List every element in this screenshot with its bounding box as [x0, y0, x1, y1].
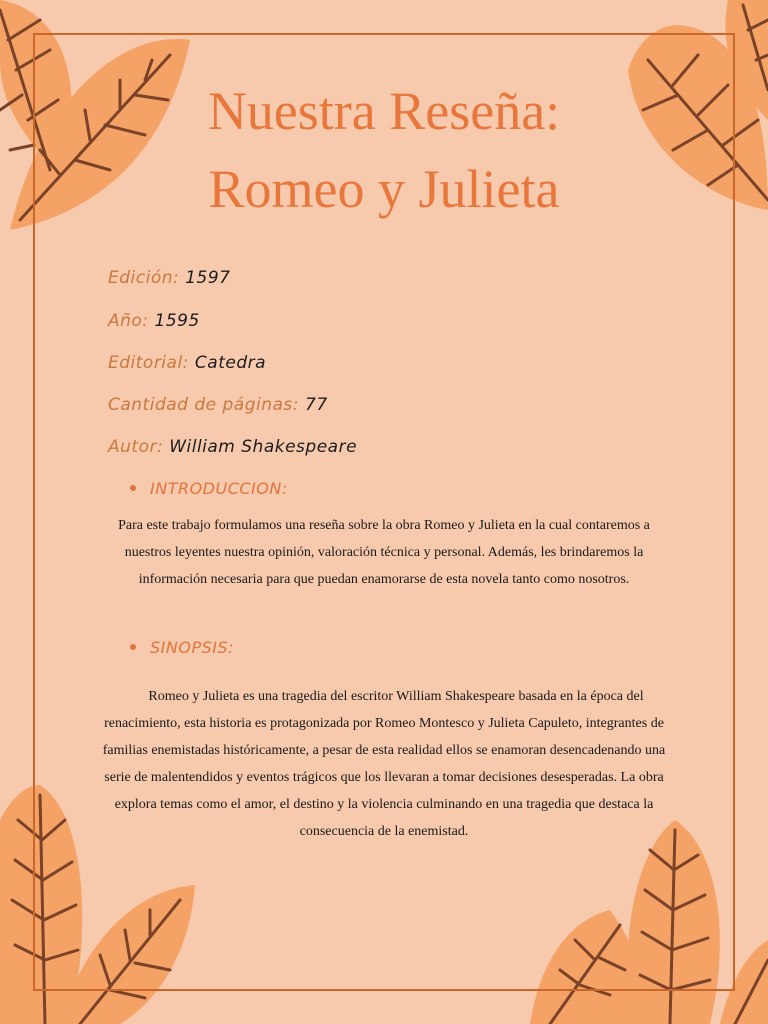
detail-year	[108, 311, 200, 331]
section-heading-introduccion	[130, 479, 288, 498]
title-line-2: Romeo y Julieta	[208, 159, 560, 219]
page-title	[0, 72, 768, 228]
section-heading-text: SINOPSIS:	[150, 638, 235, 657]
detail-value: Catedra	[194, 353, 267, 373]
detail-edition	[108, 268, 231, 288]
detail-label: Cantidad de páginas:	[108, 395, 300, 415]
section-heading-text: INTRODUCCION:	[150, 479, 288, 498]
detail-author	[108, 437, 357, 457]
detail-pages	[108, 395, 328, 415]
detail-label: Año:	[108, 311, 149, 331]
bullet-icon	[130, 485, 136, 491]
detail-label: Edición:	[108, 268, 180, 288]
introduccion-paragraph: Para este trabajo formulamos una reseña sobre la obra Romeo y Julieta en la cual contaremos a nuestros leyentes nuestra opinión, valoración técnica y personal. Además, les brindaremos la información necesaria para que puedan enamorarse de esta novela tanto como nosotros.	[118, 518, 650, 587]
detail-label: Autor:	[108, 437, 164, 457]
detail-value: 77	[305, 395, 328, 415]
detail-value: 1597	[185, 268, 231, 288]
detail-label: Editorial:	[108, 353, 189, 373]
title-line-1: Nuestra Reseña:	[207, 81, 561, 141]
detail-value: 1595	[154, 311, 200, 331]
sinopsis-paragraph: Romeo y Julieta es una tragedia del escritor William Shakespeare basada en la época del renacimiento, esta historia es protagonizada por Romeo Montesco y Julieta Capuleto, integrantes de familias enemistadas históricamente, a pesar de esta realidad ellos se enamoran desencadenando una serie de malentendidos y eventos trágicos que los llevaran a tomar decisiones desesperadas. La obra explora temas como el amor, el destino y la violencia culminando en una tragedia que destaca la consecuencia de la enemistad.	[102, 689, 666, 839]
section-heading-sinopsis	[130, 638, 234, 657]
bullet-icon	[130, 644, 136, 650]
detail-publisher	[108, 353, 266, 373]
detail-value: William Shakespeare	[169, 437, 358, 457]
